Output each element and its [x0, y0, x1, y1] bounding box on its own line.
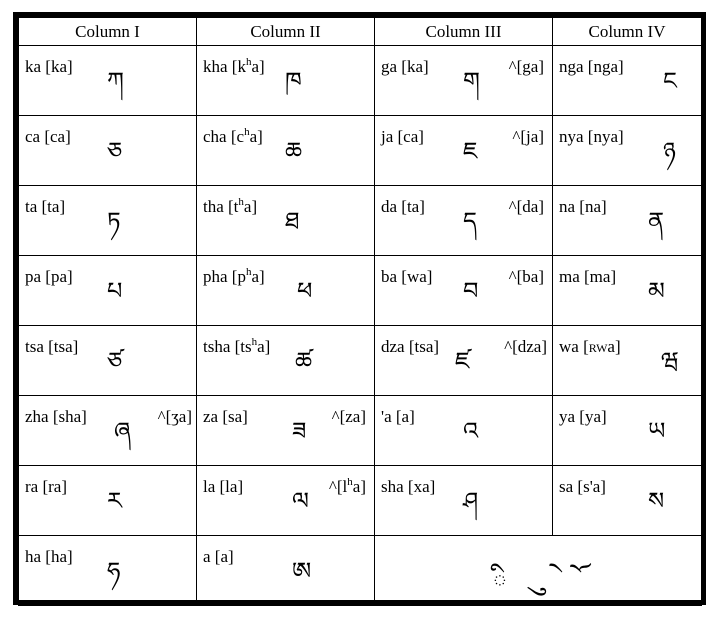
tibetan-letter: ཤ — [463, 487, 479, 515]
table-cell — [553, 396, 702, 466]
table-cell — [197, 186, 375, 256]
tibetan-letter: ག — [463, 67, 480, 95]
transliteration: da [ta] — [381, 197, 425, 216]
table-cell — [375, 256, 553, 326]
transliteration: pha $[p^ha]$ — [203, 266, 265, 286]
table-cell — [197, 396, 375, 466]
alphabet-table — [18, 17, 702, 606]
vowel-signs: ི ུ ེ ོ — [492, 568, 584, 598]
tibetan-letter: ས — [648, 487, 665, 515]
tibetan-letter: ཧ — [107, 557, 121, 585]
tibetan-letter: ཏ — [107, 207, 121, 235]
transliteration: zha [sha] — [25, 407, 87, 426]
transliteration: ja [ca] — [381, 127, 424, 146]
header-row — [19, 18, 702, 46]
table-cell — [553, 186, 702, 256]
table-cell — [19, 256, 197, 326]
column-header-3: Column III — [375, 18, 553, 46]
tibetan-letter: འ — [463, 417, 479, 445]
table-cell — [19, 186, 197, 256]
column-header-2: Column II — [197, 18, 375, 46]
transliteration: 'a [a] — [381, 407, 415, 426]
tibetan-letter: ཕ — [297, 277, 313, 305]
transliteration: cha $[c^ha]$ — [203, 126, 263, 146]
transliteration: ma [ma] — [559, 267, 617, 286]
transliteration: ha [ha] — [25, 547, 73, 566]
table-cell — [19, 396, 197, 466]
table-row — [19, 256, 702, 326]
table-row — [19, 466, 702, 536]
tibetan-letter: ཨ — [292, 557, 312, 585]
tibetan-letter: ད — [463, 207, 477, 235]
transliteration: la [la] — [203, 477, 244, 496]
table-cell — [19, 326, 197, 396]
tibetan-letter: མ — [648, 277, 665, 305]
tibetan-letter: ཆ — [285, 137, 303, 165]
alternate-pronunciation: ^[ʒa] — [157, 407, 192, 426]
tibetan-letter: པ — [107, 277, 123, 305]
table-cell — [553, 466, 702, 536]
table-cell — [19, 536, 197, 606]
alternate-pronunciation: ^[ga] — [508, 57, 544, 76]
alternate-pronunciation: ^[dza] — [504, 337, 547, 356]
alternate-pronunciation: ^[ja] — [512, 127, 544, 146]
table-cell — [375, 326, 553, 396]
transliteration: ca [ca] — [25, 127, 71, 146]
table-row — [19, 186, 702, 256]
transliteration: nga [nga] — [559, 57, 624, 76]
transliteration: ya [ya] — [559, 407, 607, 426]
tibetan-letter: ཇ — [463, 137, 478, 165]
tibetan-letter: ང — [663, 67, 677, 95]
tibetan-letter: ཁ — [285, 67, 302, 95]
tibetan-letter: ཐ — [285, 207, 300, 235]
transliteration: sha [xa] — [381, 477, 436, 496]
table-cell — [375, 396, 553, 466]
tibetan-letter: ཟ — [292, 417, 307, 445]
transliteration: nya [nya] — [559, 127, 624, 146]
table-cell — [553, 116, 702, 186]
transliteration: tsha $[ts^ha]$ — [203, 336, 271, 356]
tibetan-letter: ན — [648, 207, 665, 235]
transliteration: ka [ka] — [25, 57, 73, 76]
tibetan-letter: ཅ — [107, 137, 123, 165]
column-header-4: Column IV — [553, 18, 702, 46]
transliteration: wa [RWa] — [559, 337, 621, 356]
transliteration: ga [ka] — [381, 57, 429, 76]
transliteration: pa [pa] — [25, 267, 73, 286]
transliteration: a [a] — [203, 547, 234, 566]
alternate-pronunciation: ^[za] — [331, 407, 366, 426]
table-cell — [197, 466, 375, 536]
table-cell — [197, 536, 375, 606]
table-cell — [375, 46, 553, 116]
table-cell — [197, 326, 375, 396]
tibetan-letter: བ — [463, 277, 479, 305]
tibetan-letter: ཛ — [455, 347, 470, 375]
transliteration: dza [tsa] — [381, 337, 440, 356]
transliteration: za [sa] — [203, 407, 248, 426]
table-cell — [197, 46, 375, 116]
table-cell — [197, 256, 375, 326]
column-header-1: Column I — [19, 18, 197, 46]
tibetan-letter: ཉ — [663, 137, 676, 165]
tibetan-letter: ཝ — [661, 347, 679, 375]
table-cell — [19, 116, 197, 186]
alternate-pronunciation: $\^{}[l^ha]$ — [328, 476, 366, 496]
table-cell — [553, 256, 702, 326]
alphabet-table-frame — [13, 12, 706, 605]
transliteration: na [na] — [559, 197, 607, 216]
table-cell — [19, 466, 197, 536]
table-cell — [553, 326, 702, 396]
table-cell — [197, 116, 375, 186]
table-row — [19, 536, 702, 606]
tibetan-letter: ཞ — [114, 417, 131, 445]
alternate-pronunciation: ^[ba] — [508, 267, 544, 286]
table-row — [19, 116, 702, 186]
vowel-signs-cell — [375, 536, 702, 606]
table-row — [19, 46, 702, 116]
table-cell — [375, 466, 553, 536]
transliteration: sa [s'a] — [559, 477, 606, 496]
tibetan-letter: ཚ — [295, 347, 313, 375]
tibetan-letter: ཡ — [648, 417, 666, 445]
alternate-pronunciation: ^[da] — [508, 197, 544, 216]
transliteration: kha $[k^ha]$ — [203, 56, 265, 76]
table-cell — [19, 46, 197, 116]
transliteration: ra [ra] — [25, 477, 67, 496]
transliteration: ba [wa] — [381, 267, 433, 286]
tibetan-letter: ཀ — [107, 67, 124, 95]
tibetan-letter: ར — [107, 487, 122, 515]
table-row — [19, 326, 702, 396]
table-row — [19, 396, 702, 466]
tibetan-letter: ལ — [292, 487, 309, 515]
transliteration: tsa [tsa] — [25, 337, 79, 356]
table-cell — [375, 186, 553, 256]
tibetan-letter: ཙ — [107, 347, 123, 375]
table-cell — [375, 116, 553, 186]
transliteration: tha $[t^ha]$ — [203, 196, 258, 216]
transliteration: ta [ta] — [25, 197, 66, 216]
table-cell — [553, 46, 702, 116]
